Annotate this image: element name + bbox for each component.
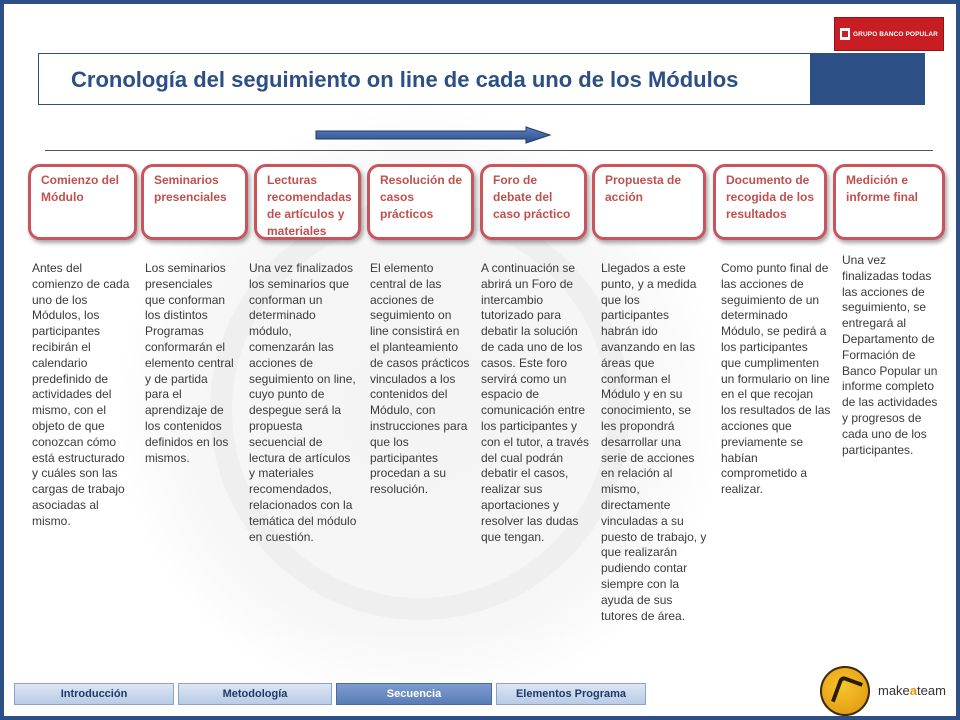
stage-title: Propuesta de acción	[605, 173, 682, 204]
timeline-rule	[45, 150, 933, 151]
title-accent-block	[810, 54, 924, 104]
brand-prefix: make	[878, 683, 910, 698]
stage-title: Resolución de casos prácticos	[380, 173, 463, 221]
nav-tab-elementos-programa[interactable]: Elementos Programa	[496, 683, 646, 705]
page-title: Cronología del seguimiento on line de cada uno de los Módulos	[71, 67, 739, 92]
stage-description-documento: Como punto final de las acciones de seguimiento de un determinado Módulo, se pedirá a los participantes que cumplimenten un formulario on line en el que recojan los resultados de las acciones que previamente se habían comprometido a realizar.	[721, 261, 831, 497]
nav-tab-introduccion[interactable]: Introducción	[14, 683, 174, 705]
stage-title: Documento de recogida de los resultados	[726, 173, 815, 221]
brand-suffix: team	[917, 683, 946, 698]
banco-popular-logo	[834, 17, 944, 51]
banco-popular-logo-icon	[840, 28, 850, 40]
nav-tab-metodologia[interactable]: Metodología	[178, 683, 332, 705]
stage-description-comienzo: Antes del comienzo de cada uno de los Módulos, los participantes recibirán el calendario predefinido de actividades del mismo, con el objeto de que conozcan cómo está estructurado y cuáles son las cargas de trabajo asociadas al mismo.	[32, 261, 130, 528]
stage-box-propuesta	[592, 164, 706, 240]
stage-box-comienzo	[28, 164, 137, 240]
makeateam-emblem-icon	[820, 666, 870, 716]
stage-description-medicion: Una vez finalizadas todas las acciones de seguimiento, se entregará al Departamento de Formación de Banco Popular un informe completo de las actividades y progresos de cada uno de los participantes.	[842, 253, 938, 457]
stage-description-lecturas: Una vez finalizados los seminarios que conforman un determinado módulo, comenzarán las acciones de seguimiento on line, cuyo punto de despegue será la propuesta secuencial de lectura de artículos y materiales recomendados, relacionados con la temática del módulo en cuestión.	[249, 261, 357, 544]
stage-description-resolucion: El elemento central de las acciones de seguimiento on line consistirá en el planteamiento de casos prácticos vinculados a los contenidos del Módulo, con instrucciones para que los participantes procedan a su resolución.	[370, 261, 470, 497]
makeateam-wordmark	[878, 683, 946, 698]
stage-description-foro: A continuación se abrirá un Foro de intercambio tutorizado para debatir la solución de cada uno de los casos. Este foro servirá como un espacio de comunicación entre los participantes y con el tutor, a través del cual podrán debatir el casos, realizar sus aportaciones y resolver las dudas que tengan.	[481, 261, 590, 544]
stage-box-resolucion	[367, 164, 474, 240]
timeline-arrow-icon	[314, 126, 554, 144]
nav-tab-secuencia[interactable]: Secuencia	[336, 683, 492, 705]
stage-box-medicion	[833, 164, 945, 240]
banco-popular-logo-text: GRUPO BANCO POPULAR	[853, 30, 938, 38]
stage-title: Foro de debate del caso práctico	[493, 173, 571, 221]
stage-box-foro	[480, 164, 587, 240]
brand-accent: a	[909, 683, 918, 698]
stage-title: Comienzo del Módulo	[41, 173, 120, 204]
stage-description-propuesta: Llegados a este punto, y a medida que los participantes habrán ido avanzando en las áreas que conforman el Módulo y en su conocimiento, se les propondrá desarrollar una serie de acciones en relación al mismo, directamente vinculadas a su puesto de trabajo, y que realizarán pudiendo contar siempre con la ayuda de sus tutores de área.	[601, 261, 707, 623]
stage-title: Lecturas recomendadas de artículos y materiales	[267, 173, 352, 238]
stage-box-seminarios	[141, 164, 248, 240]
stage-box-documento	[713, 164, 827, 240]
stage-box-lecturas	[254, 164, 361, 240]
stage-title: Medición e informe final	[846, 173, 919, 204]
title-banner	[38, 53, 925, 105]
stage-title: Seminarios presenciales	[154, 173, 227, 204]
stage-description-seminarios: Los seminarios presenciales que conforman los distintos Programas conformarán el elemento central y de partida para el aprendizaje de los contenidos definidos en los mismos.	[145, 261, 234, 465]
